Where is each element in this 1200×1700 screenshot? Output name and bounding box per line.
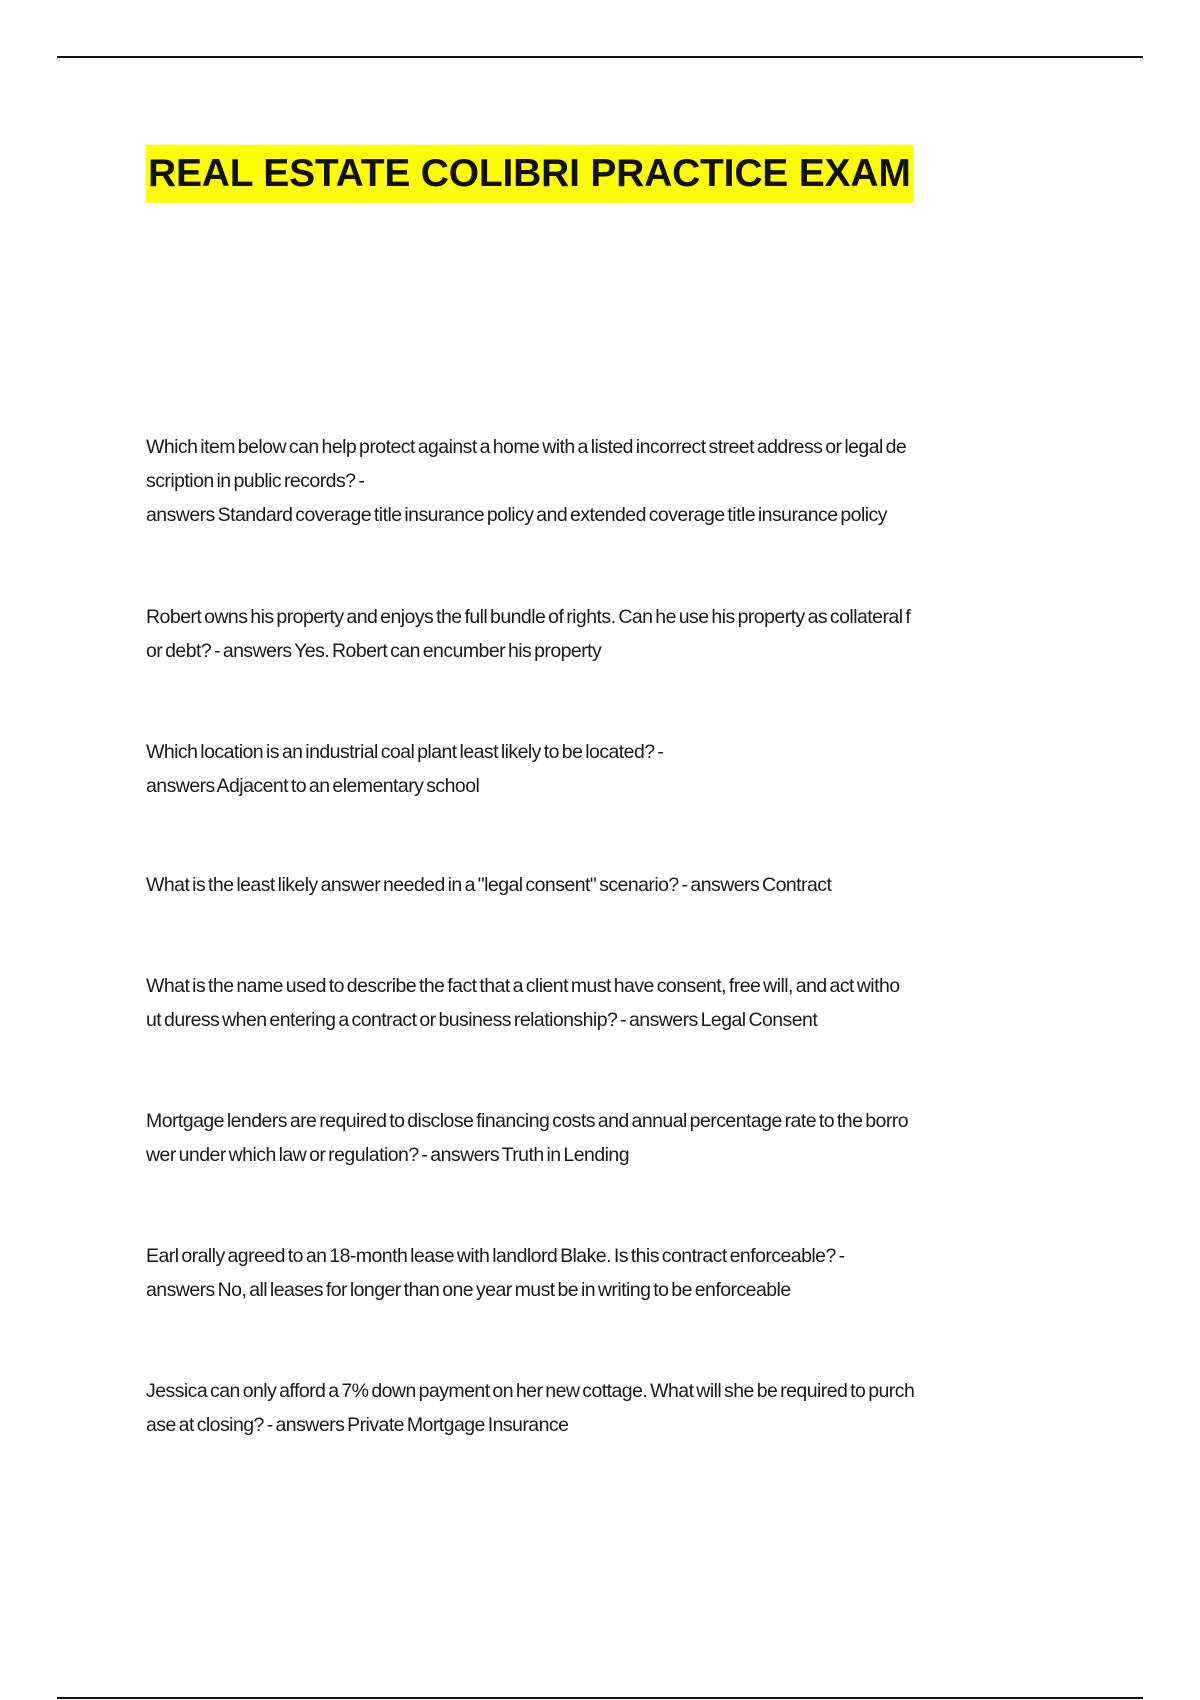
qa-entry bbox=[146, 1239, 1058, 1307]
document-title: REAL ESTATE COLIBRI PRACTICE EXAM bbox=[146, 145, 913, 203]
header-rule bbox=[57, 56, 1143, 58]
qa-line: ase at closing? - answers Private Mortgage Insurance bbox=[146, 1414, 569, 1436]
qa-entry bbox=[146, 969, 1058, 1037]
qa-line: answers Adjacent to an elementary school bbox=[146, 775, 480, 797]
qa-entry bbox=[146, 430, 1058, 532]
qa-line: wer under which law or regulation? - answers Truth in Lending bbox=[146, 1144, 629, 1166]
qa-line: Earl orally agreed to an 18-month lease with landlord Blake. Is this contract enforceable? - bbox=[146, 1245, 845, 1267]
qa-line: answers No, all leases for longer than one year must be in writing to be enforceable bbox=[146, 1279, 791, 1301]
qa-line: What is the least likely answer needed in a "legal consent" scenario? - answers Contract bbox=[146, 874, 832, 896]
qa-line: Mortgage lenders are required to disclose financing costs and annual percentage rate to the borro bbox=[146, 1110, 909, 1132]
qa-entry bbox=[146, 1374, 1058, 1442]
qa-line: Which location is an industrial coal plant least likely to be located? - bbox=[146, 741, 664, 763]
title-container bbox=[146, 145, 913, 203]
qa-line: ut duress when entering a contract or business relationship? - answers Legal Consent bbox=[146, 1009, 818, 1031]
qa-line: Which item below can help protect against a home with a listed incorrect street address or legal de bbox=[146, 436, 907, 458]
qa-entry bbox=[146, 735, 1058, 803]
qa-line: Robert owns his property and enjoys the full bundle of rights. Can he use his property as collateral f bbox=[146, 606, 911, 628]
qa-entry bbox=[146, 1104, 1058, 1172]
qa-line: Jessica can only afford a 7% down payment on her new cottage. What will she be required to purch bbox=[146, 1380, 915, 1402]
qa-line: answers Standard coverage title insurance policy and extended coverage title insurance policy bbox=[146, 504, 887, 526]
qa-line: What is the name used to describe the fact that a client must have consent, free will, and act witho bbox=[146, 975, 900, 997]
footer-rule bbox=[57, 1697, 1143, 1699]
qa-entry bbox=[146, 600, 1058, 668]
qa-entry bbox=[146, 868, 1058, 902]
qa-line: or debt? - answers Yes. Robert can encumber his property bbox=[146, 640, 602, 662]
qa-line: scription in public records? - bbox=[146, 470, 365, 492]
